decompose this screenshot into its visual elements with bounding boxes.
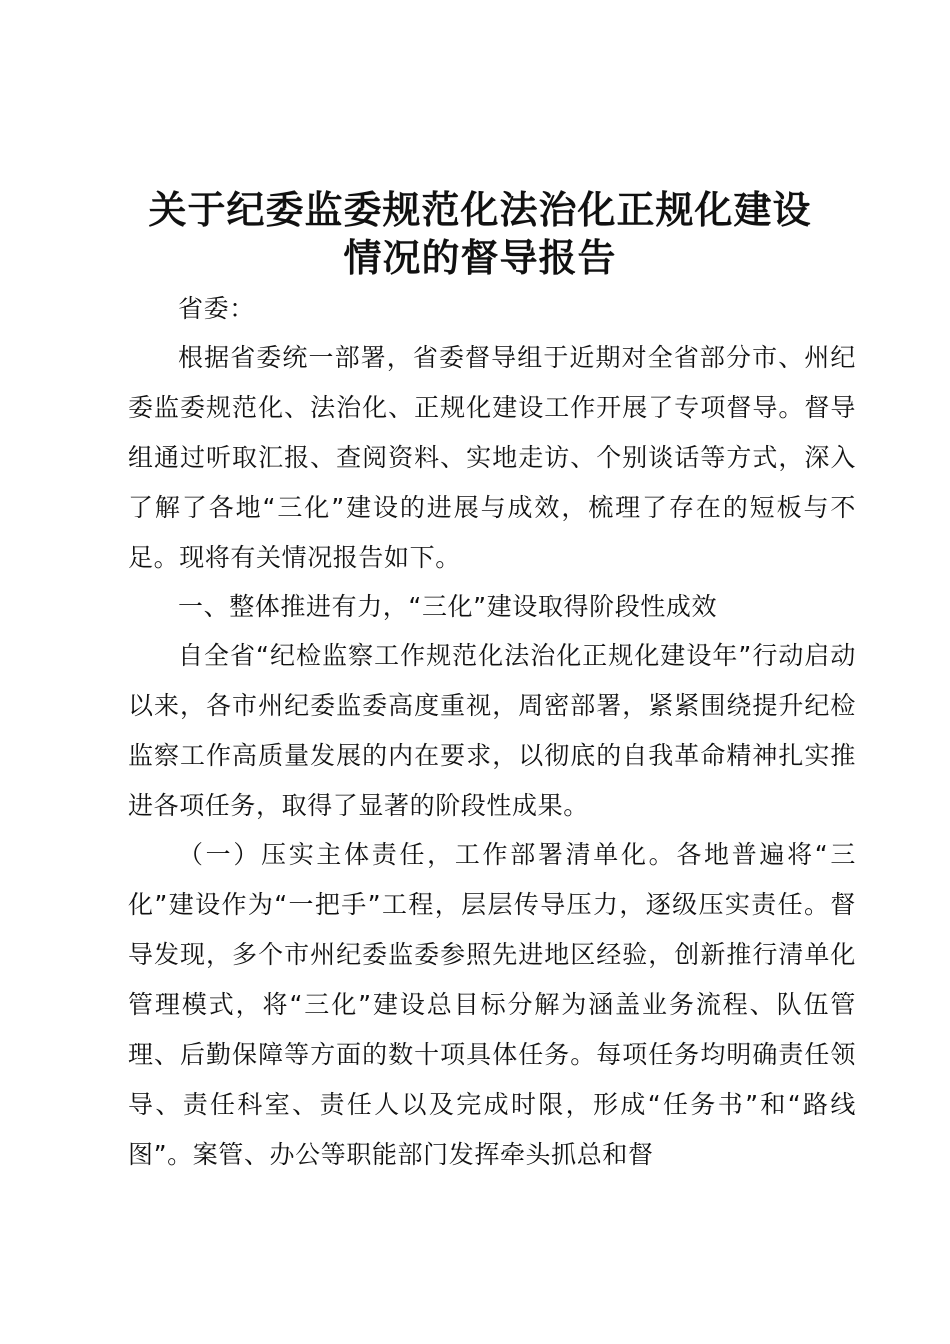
section-heading-1: 一、整体推进有力，“三化”建设取得阶段性成效 [178,592,718,621]
paragraph-intro: 根据省委统一部署，省委督导组于近期对全省部分市、州纪委监委规范化、法治化、正规化建设工作开展了专项督导。督导组通过听取汇报、查阅资料、实地走访、个别谈话等方式，深入了解了各地“三化”建设的进展与成效，梳理了存在的短板与不足。现将有关情况报告如下。 [128,343,856,572]
paragraph-subsection-1: （一）压实主体责任，工作部署清单化。各地普遍将“三化”建设作为“一把手”工程，层层传导压力，逐级压实责任。督导发现，多个市州纪委监委参照先进地区经验，创新推行清单化管理模式，将“三化”建设总目标分解为涵盖业务流程、队伍管理、后勤保障等方面的数十项具体任务。每项任务均明确责任领导、责任科室、责任人以及完成时限，形成“任务书”和“路线图”。案管、办公等职能部门发挥牵头抓总和督 [128,840,856,1169]
report-title-line-2: 情况的督导报告 [343,236,617,280]
salutation: 省委： [178,294,255,323]
report-title-line-1: 关于纪委监委规范化法治化正规化建设 [148,188,812,232]
paragraph-section-1: 自全省“纪检监察工作规范化法治化正规化建设年”行动启动以来，各市州纪委监委高度重视，周密部署，紧紧围绕提升纪检监察工作高质量发展的内在要求，以彻底的自我革命精神扎实推进各项任务，取得了显著的阶段性成果。 [128,641,856,820]
